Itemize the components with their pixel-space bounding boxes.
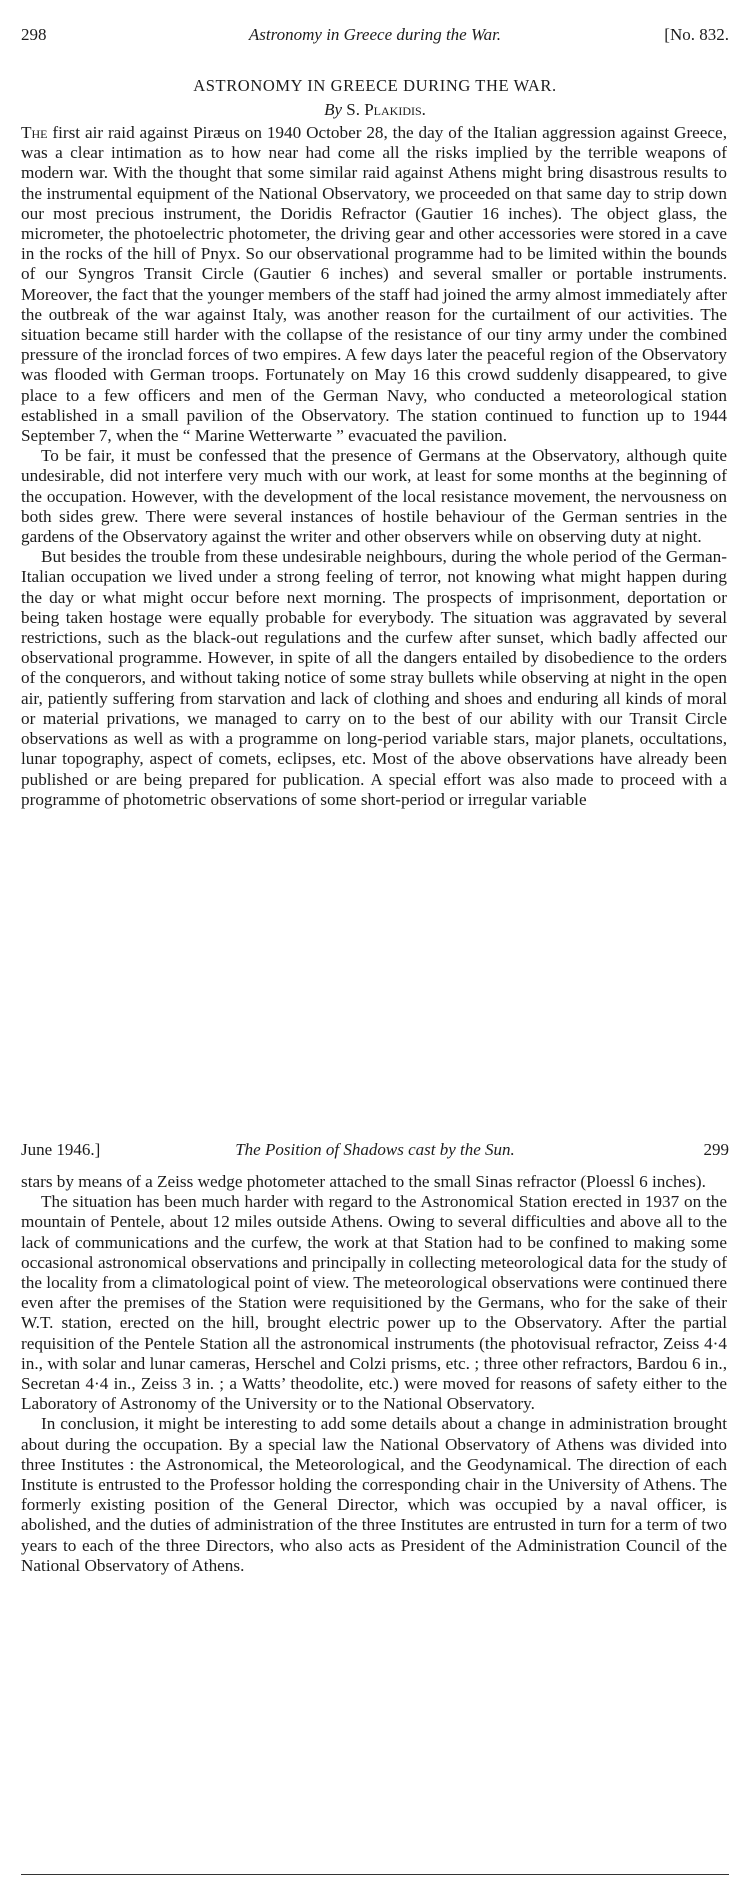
running-head <box>21 1140 729 1170</box>
byline-prefix: By <box>324 100 343 119</box>
paragraph: In conclusion, it might be interesting to add some details about a change in administration brought about during the occupation. By a special law the National Observatory of Athens was divided into three Institutes : the Astronomical, the Meteorological, and the Geodynamical. The direction of each Institute is entrusted to the Professor holding the corresponding chair in the University of Athens. The formerly existing position of the General Director, which was occupied by a naval officer, is abolished, and the duties of administration of the three Institutes are entrusted in turn for a term of two years to each of the three Directors, who also acts as President of the Administration Council of the National Observatory of Athens. <box>21 1414 727 1575</box>
running-title: The Position of Shadows cast by the Sun. <box>235 1140 515 1159</box>
running-title: Astronomy in Greece during the War. <box>248 25 502 44</box>
byline <box>0 100 750 120</box>
running-head <box>21 25 729 55</box>
issue-number: [No. 832. <box>664 25 729 44</box>
issue-date: June 1946.] <box>21 1140 101 1159</box>
paragraph: stars by means of a Zeiss wedge photometer attached to the small Sinas refractor (Ploessl 6 inches). <box>21 1172 706 1191</box>
article-body <box>21 123 727 810</box>
paragraph: To be fair, it must be confessed that the presence of Germans at the Observatory, although quite undesirable, did not interfere very much with our work, at least for some months at the beginning of the occupation. However, with the development of the local resistance movement, the nervousness on both sides grew. There were several instances of hostile behaviour of the German sentries in the gardens of the Observatory against the writer and other observers while on observing duty at night. <box>21 446 727 547</box>
article-title: ASTRONOMY IN GREECE DURING THE WAR. <box>193 76 557 95</box>
article-body <box>21 1172 727 1576</box>
page-number: 299 <box>703 1140 729 1159</box>
page-number: 298 <box>21 25 47 44</box>
paragraph-text: first air raid against Piræus on 1940 October 28, the day of the Italian aggression against Greece, was a clear intimation as to how near had come all the risks implied by the terrible weapons of modern war. With the thought that some similar raid against Athens might bring disastrous results to the instrumental equipment of the National Observatory, we proceeded on that same day to strip down our most precious instrument, the Doridis Refractor (Gautier 16 inches). The object glass, the micrometer, the photoelectric photometer, the driving gear and other accessories were stored in a cave in the rocks of the hill of Pnyx. So our observational programme had to be limited within the bounds of our Syngros Transit Circle (Gautier 6 inches) and several smaller or portable instruments. Moreover, the fact that the younger members of the staff had joined the army almost immediately after the outbreak of the war against Italy, was another reason for the curtailment of our activities. The situation became still harder with the collapse of the resistance of our tiny army under the combined pressure of the ironclad forces of two empires. A few days later the peaceful region of the Observatory was flooded with German troops. Fortunately on May 16 this crowd suddenly disappeared, to give place to a few officers and men of the German Navy, who conducted a meteorological station established in a small pavilion of the Observatory. The station continued to function up to 1944 September 7, when the “ Marine Wetterwarte ” evacuated the pavilion. <box>21 123 727 446</box>
drop-word: The <box>21 123 48 142</box>
author-name: S. Plakidis. <box>346 100 426 119</box>
paragraph: The situation has been much harder with regard to the Astronomical Station erected in 1937 on the mountain of Pentele, about 12 miles outside Athens. Owing to several difficulties and above all to the lack of communications and the curfew, the work at that Station had to be confined to making some occasional astronomical observations and principally in collecting meteorological data for the study of the locality from a climatological point of view. The meteorological observations were continued there even after the premises of the Station were requisitioned by the Germans, who for the sake of their W.T. station, erected on the hill, brought electric power up to the Observatory. After the partial requisition of the Pentele Station all the astronomical instruments (the photovisual refractor, Zeiss 4·4 in., with solar and lunar cameras, Herschel and Colzi prisms, etc. ; three other refractors, Bardou 6 in., Secretan 4·4 in., Zeiss 3 in. ; a Watts’ theodolite, etc.) were moved for reasons of safety either to the Laboratory of Astronomy of the University or to the National Observatory. <box>21 1192 727 1414</box>
end-rule <box>21 1874 729 1875</box>
paragraph: But besides the trouble from these undesirable neighbours, during the whole period of the German-Italian occupation we lived under a strong feeling of terror, not knowing what might happen during the day or what might occur before next morning. The prospects of imprisonment, deportation or being taken hostage were equally probable for everybody. The situation was aggravated by several restrictions, such as the black-out regulations and the curfew after sunset, which badly affected our observational programme. However, in spite of all the dangers entailed by disobedience to the orders of the conquerors, and without taking notice of some stray bullets while observing at night in the open air, patiently suffering from starvation and lack of clothing and shoes and enduring all kinds of moral or material privations, we managed to carry on to the best of our ability with our Transit Circle observations as well as with a programme on long-period variable stars, major planets, occultations, lunar topography, aspect of comets, eclipses, etc. Most of the above observations have already been published or are being prepared for publication. A special effort was also made to proceed with a programme of photometric observations of some short-period or irregular variable <box>21 547 727 809</box>
page-299 <box>0 1130 750 1883</box>
paragraph <box>21 123 727 446</box>
